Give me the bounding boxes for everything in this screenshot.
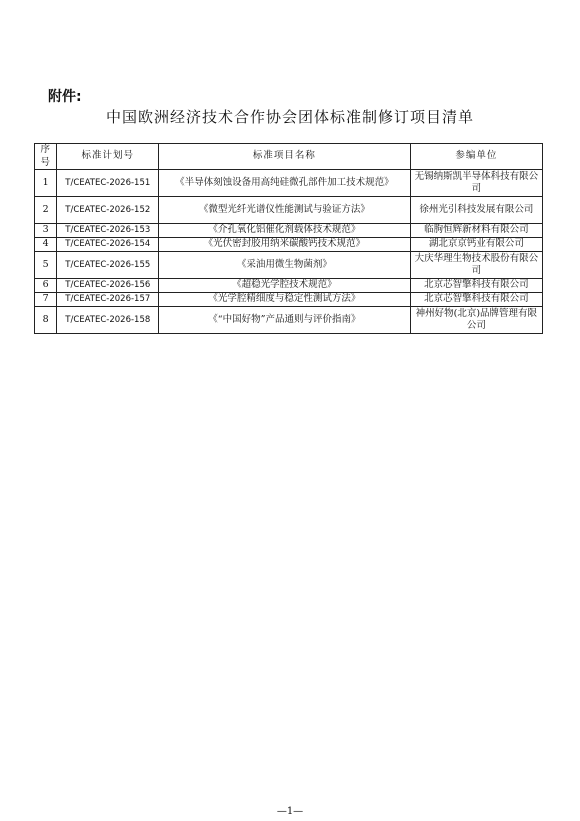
- table-row: [35, 224, 543, 238]
- table-row: [35, 293, 543, 307]
- cell-no: 5: [35, 252, 57, 279]
- cell-name: 《超稳光学腔技术规范》: [159, 279, 410, 293]
- cell-no: 4: [35, 238, 57, 252]
- table-row: [35, 307, 543, 334]
- table-row: [35, 197, 543, 224]
- table-row: [35, 252, 543, 279]
- cell-unit: 北京芯智擎科技有限公司: [410, 279, 542, 293]
- table-header-row: [35, 144, 543, 170]
- cell-no: 2: [35, 197, 57, 224]
- table-row: [35, 279, 543, 293]
- cell-code: T/CEATEC-2026-151: [57, 170, 159, 197]
- cell-unit: 无锡纳斯凯半导体科技有限公司: [410, 170, 542, 197]
- table-row: [35, 238, 543, 252]
- cell-code: T/CEATEC-2026-154: [57, 238, 159, 252]
- cell-unit: 徐州光引科技发展有限公司: [410, 197, 542, 224]
- cell-code: T/CEATEC-2026-156: [57, 279, 159, 293]
- cell-name: 《介孔氧化铝催化剂载体技术规范》: [159, 224, 410, 238]
- cell-code: T/CEATEC-2026-158: [57, 307, 159, 334]
- cell-unit: 神州好物(北京)品牌管理有限公司: [410, 307, 542, 334]
- header-name: 标准项目名称: [159, 144, 410, 170]
- cell-code: T/CEATEC-2026-155: [57, 252, 159, 279]
- cell-name: 《微型光纤光谱仪性能测试与验证方法》: [159, 197, 410, 224]
- cell-unit: 临朐恒辉新材料有限公司: [410, 224, 542, 238]
- cell-unit: 大庆华理生物技术股份有限公司: [410, 252, 542, 279]
- cell-no: 6: [35, 279, 57, 293]
- cell-code: T/CEATEC-2026-153: [57, 224, 159, 238]
- cell-code: T/CEATEC-2026-152: [57, 197, 159, 224]
- cell-name: 《采油用微生物菌剂》: [159, 252, 410, 279]
- header-code: 标准计划号: [57, 144, 159, 170]
- cell-name: 《“中国好物”产品通则与评价指南》: [159, 307, 410, 334]
- table-row: [35, 170, 543, 197]
- cell-no: 8: [35, 307, 57, 334]
- cell-no: 3: [35, 224, 57, 238]
- cell-unit: 湖北京京钙业有限公司: [410, 238, 542, 252]
- header-unit: 参编单位: [410, 144, 542, 170]
- cell-name: 《半导体刻蚀设备用高纯硅微孔部件加工技术规范》: [159, 170, 410, 197]
- cell-name: 《光伏密封胶用纳米碳酸钙技术规范》: [159, 238, 410, 252]
- project-list-table: [34, 143, 543, 334]
- document-title: 中国欧洲经济技术合作协会团体标准制修订项目清单: [105, 108, 474, 126]
- page-number: —1—: [276, 806, 304, 817]
- cell-code: T/CEATEC-2026-157: [57, 293, 159, 307]
- cell-no: 7: [35, 293, 57, 307]
- header-no: 序号: [35, 144, 57, 170]
- attachment-label: 附件:: [48, 89, 82, 105]
- cell-no: 1: [35, 170, 57, 197]
- cell-name: 《光学腔精细度与稳定性测试方法》: [159, 293, 410, 307]
- cell-unit: 北京芯智擎科技有限公司: [410, 293, 542, 307]
